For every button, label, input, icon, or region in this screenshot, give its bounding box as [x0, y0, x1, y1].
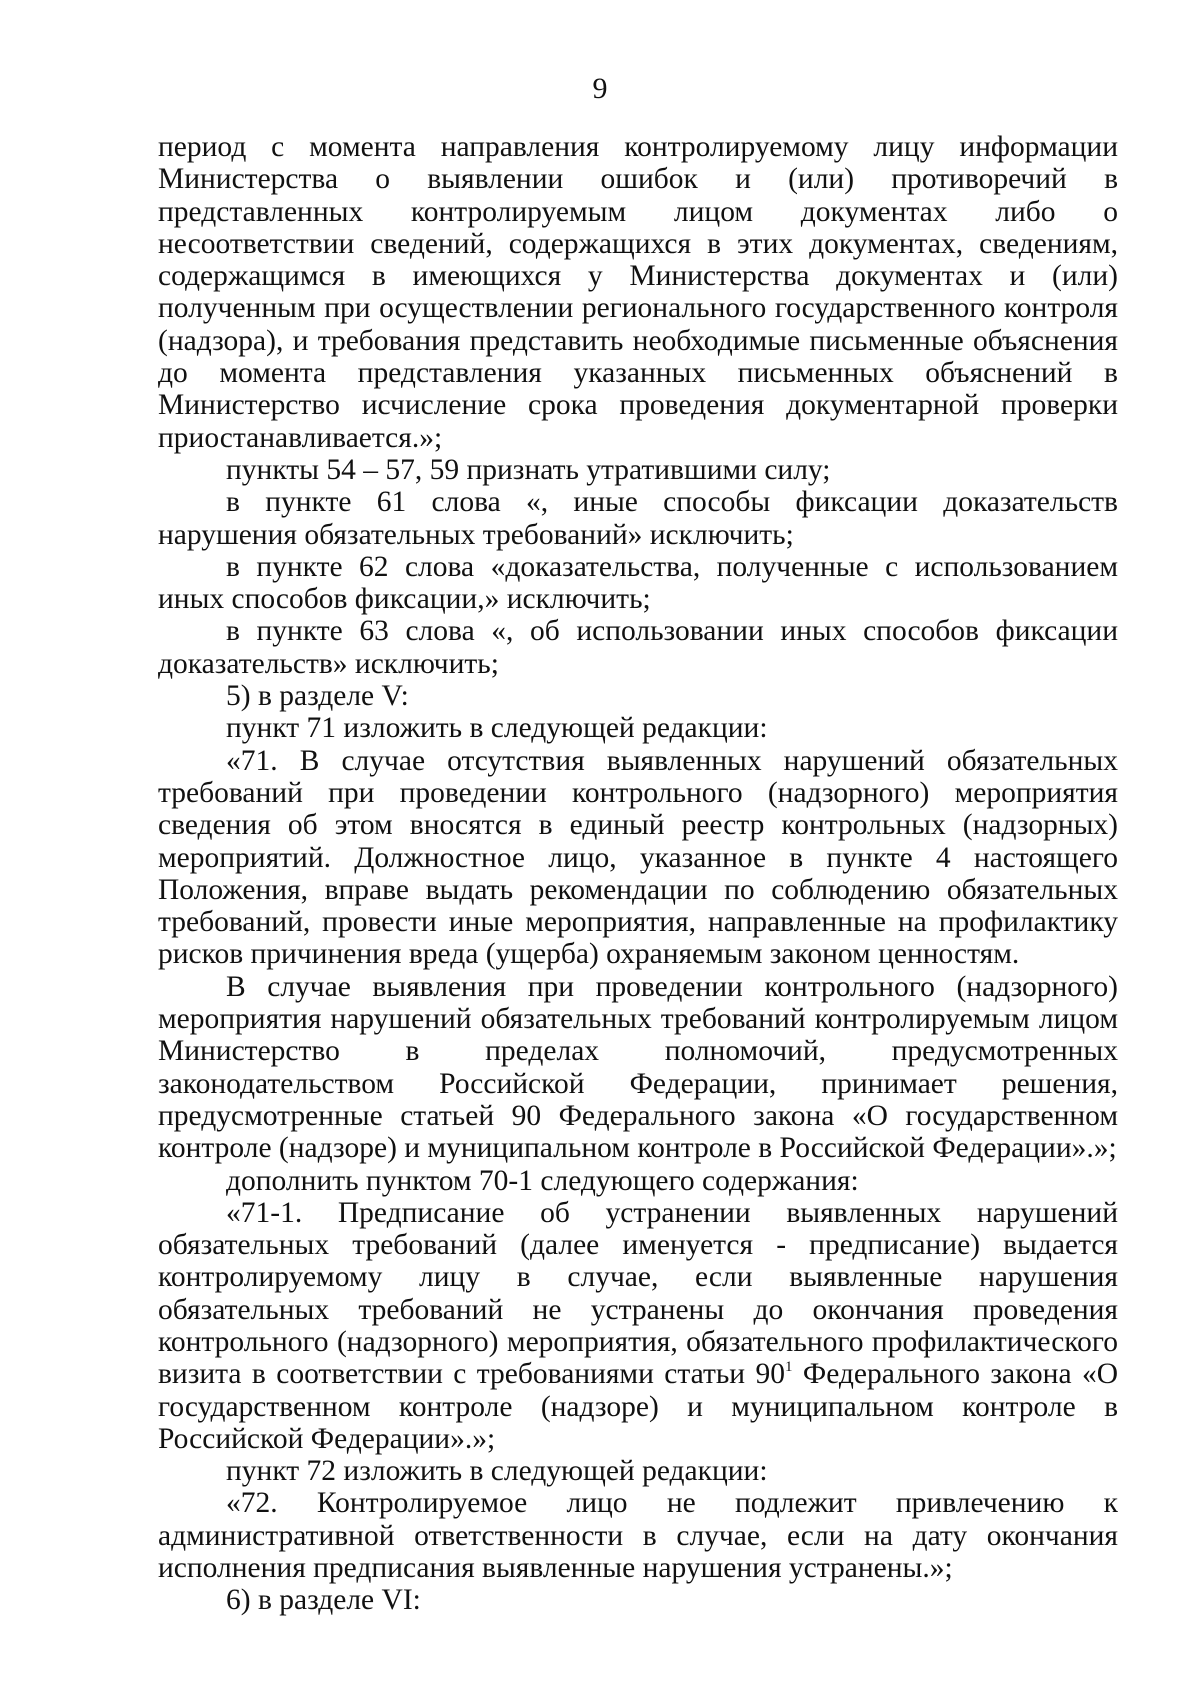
paragraph-text: Федерального закона «О государственном контроле (надзоре) и муниципальном контроле в Российской Федерации».»; [158, 1358, 1119, 1455]
paragraph: пункт 71 изложить в следующей редакции: [226, 712, 768, 745]
paragraph: в пункте 63 слова «, об использовании иных способов фиксации доказательств» исключить; [158, 615, 1118, 680]
paragraph: пункт 72 изложить в следующей редакции: [226, 1455, 768, 1488]
paragraph: период с момента направления контролируемому лицу информации Министерства о выявлении ошибок и (или) противоречий в представленных контролируемым лицом документах либо о несоответствии сведений, содержащихся в этих документах, сведениям, содержащимся в имеющихся у Министерства документах и (или) полученным при осуществлении регионального государственного контроля (надзора), и требования представить необходимые письменные объяснения до момента представления указанных письменных объяснений в Министерство исчисление срока проведения документарной проверки приостанавливается.»; [158, 131, 1118, 454]
page-number: 9 [592, 72, 608, 105]
paragraph-text: «71-1. Предписание об устранении выявленных нарушений обязательных требований (далее именуется - предписание) выдается контролируемому лицу в случае, если выявленные нарушения обязательных требований не устранены до окончания проведения контрольного (надзорного) мероприятия, обязательного профилактического визита в соответствии с требованиями статьи 90 [158, 1196, 1118, 1391]
paragraph: пункты 54 – 57, 59 признать утратившими силу; [226, 453, 831, 486]
paragraph: В случае выявления при проведении контрольного (надзорного) мероприятия нарушений обязательных требований контролируемым лицом Министерство в пределах полномочий, предусмотренных законодательством Российской Федерации, принимает решения, предусмотренные статьей 90 Федерального закона «О государственном контроле (надзоре) и муниципальном контроле в Российской Федерации».»; [158, 970, 1118, 1165]
paragraph: «72. Контролируемое лицо не подлежит привлечению к административной ответственности в случае, если на дату окончания исполнения предписания выявленные нарушения устранены.»; [158, 1487, 1118, 1585]
document-body [158, 131, 1118, 1617]
paragraph: 6) в разделе VI: [226, 1584, 421, 1617]
superscript: 1 [785, 1359, 793, 1376]
paragraph: «71. В случае отсутствия выявленных нарушений обязательных требований при проведении контрольного (надзорного) мероприятия сведения об этом вносятся в единый реестр контрольных (надзорных) мероприятий. Должностное лицо, указанное в пункте 4 настоящего Положения, вправе выдать рекомендации по соблюдению обязательных требований, провести иные мероприятия, направленные на профилактику рисков причинения вреда (ущерба) охраняемым законом ценностям. [158, 744, 1118, 971]
paragraph: в пункте 62 слова «доказательства, полученные с использованием иных способов фиксации,» исключить; [158, 550, 1118, 616]
paragraph [158, 1197, 1118, 1455]
paragraph: 5) в разделе V: [226, 680, 409, 713]
paragraph: в пункте 61 слова «, иные способы фиксации доказательств нарушения обязательных требований» исключить; [158, 486, 1118, 551]
paragraph: дополнить пунктом 70-1 следующего содержания: [226, 1164, 859, 1197]
